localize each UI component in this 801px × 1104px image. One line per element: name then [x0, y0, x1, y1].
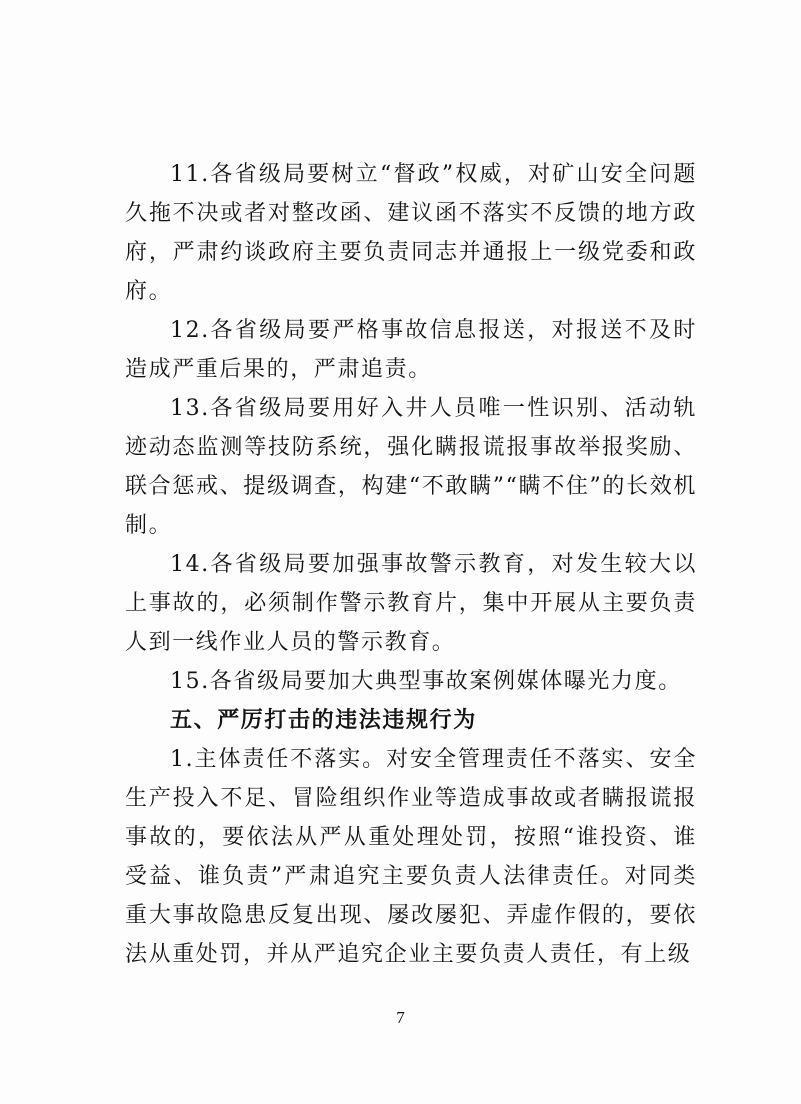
section-paragraph-1: 1.主体责任不落实。对安全管理责任不落实、安全生产投入不足、冒险组织作业等造成事故或者瞒报谎报事故的，要依法从严从重处理处罚，按照“谁投资、谁受益、谁负责”严肃追究主要负责人法律责任。对同类重大事故隐患反复出现、屡改屡犯、弄虚作假的，要依法从重处罚，并从严追究企业主要负责人责任，有上级: [125, 747, 697, 967]
section-heading: 五、严厉打击的违法违规行为: [170, 708, 477, 733]
paragraph-item-11: 11.各省级局要树立“督政”权威，对矿山安全问题久拖不决或者对整改函、建议函不落实不反馈的地方政府，严肃约谈政府主要负责同志并通报上一级党委和政府。: [125, 162, 697, 304]
paragraph-item-14: 14.各省级局要加强事故警示教育，对发生较大以上事故的，必须制作警示教育片，集中开展从主要负责人到一线作业人员的警示教育。: [125, 552, 697, 655]
document-body: [125, 155, 697, 974]
page-number: 7: [396, 1008, 405, 1027]
paragraph-item-13: 13.各省级局要用好入井人员唯一性识别、活动轨迹动态监测等技防系统，强化瞒报谎报事故举报奖励、联合惩戒、提级调查，构建“不敢瞒”“瞒不住”的长效机制。: [125, 396, 697, 538]
paragraph-item-15: 15.各省级局要加大典型事故案例媒体曝光力度。: [170, 669, 682, 694]
paragraph-item-12: 12.各省级局要严格事故信息报送，对报送不及时造成严重后果的，严肃追责。: [125, 318, 697, 382]
